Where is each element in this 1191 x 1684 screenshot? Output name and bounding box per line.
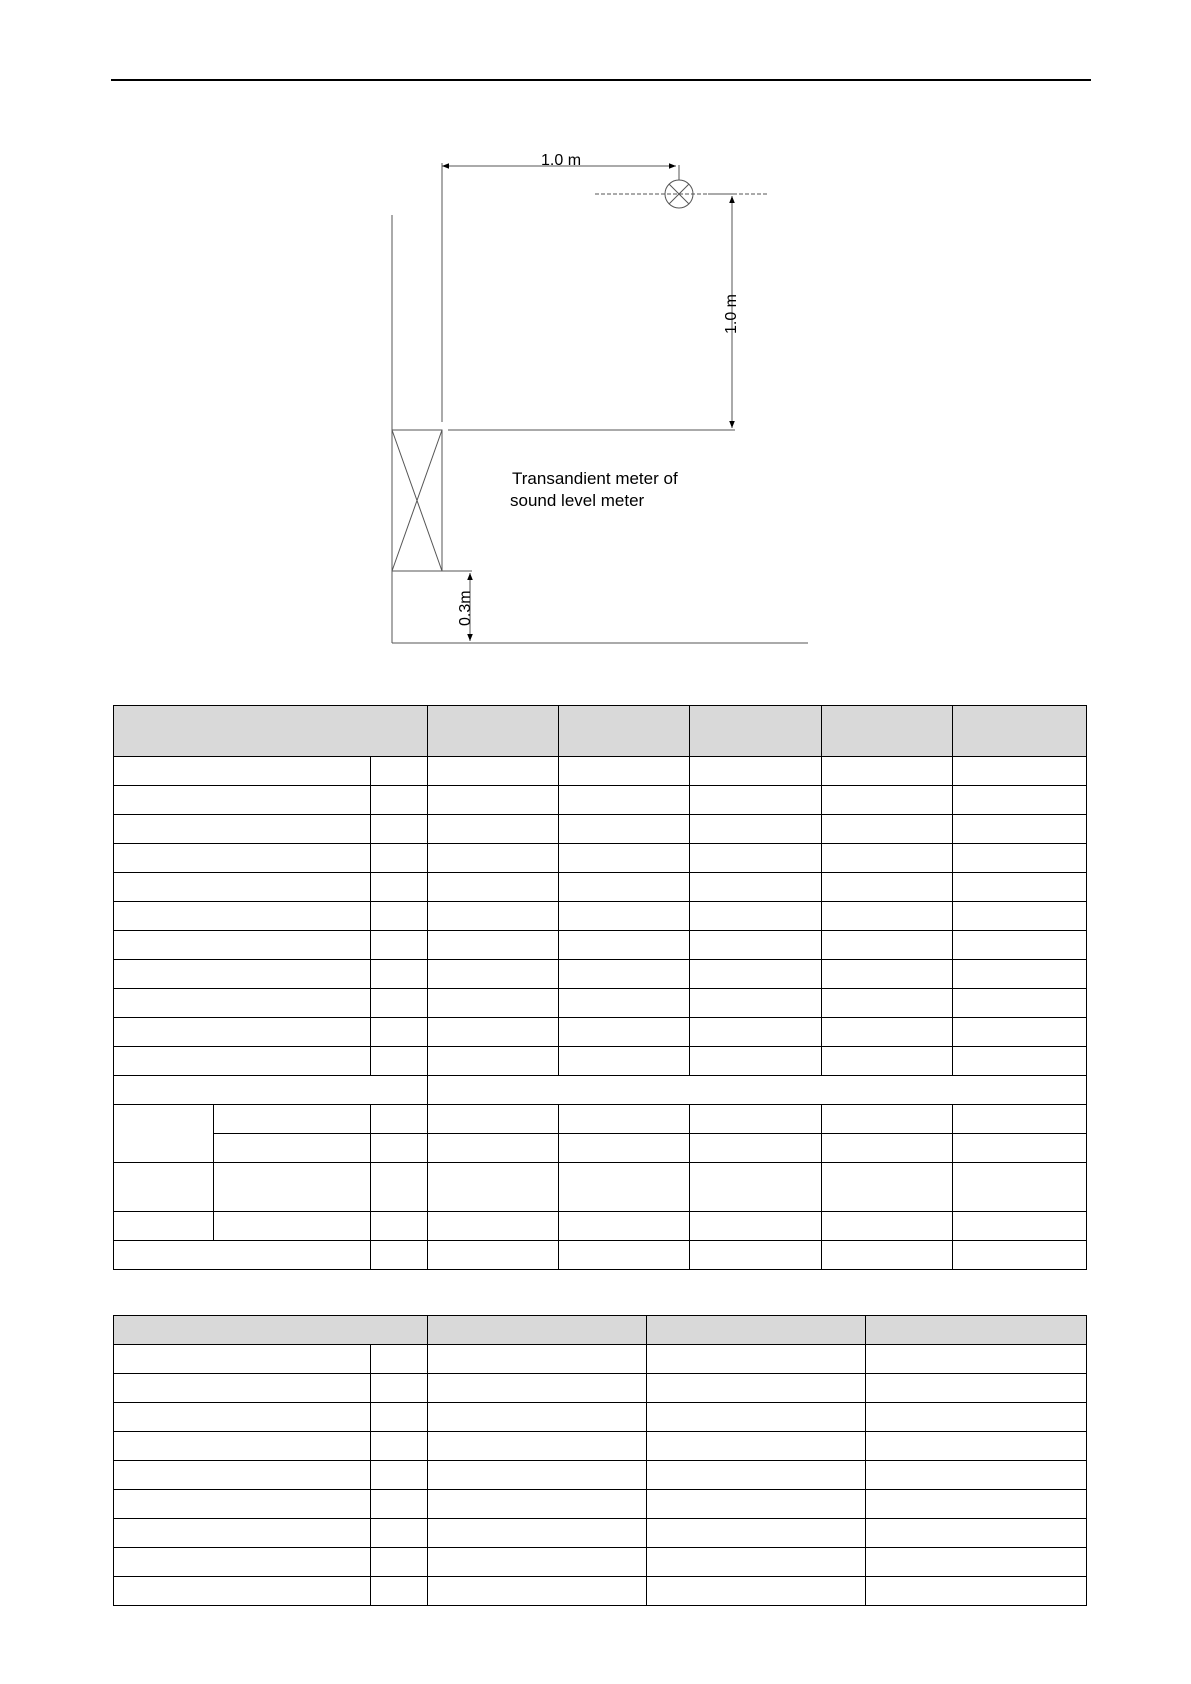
table-cell	[953, 931, 1087, 960]
table-merged-row	[114, 1076, 1087, 1105]
table-cell	[953, 844, 1087, 873]
table-cell	[428, 1105, 559, 1134]
table-cell	[428, 1345, 647, 1374]
table-cell	[114, 960, 371, 989]
table-cell	[953, 815, 1087, 844]
table-cell	[953, 786, 1087, 815]
specification-table-2	[113, 1315, 1087, 1606]
table-cell	[114, 873, 371, 902]
table-cell	[371, 1134, 428, 1163]
table-row	[114, 1577, 1087, 1606]
table-cell	[428, 1403, 647, 1432]
table-cell	[690, 1212, 822, 1241]
table-cell	[822, 1163, 953, 1212]
caption-line-1: Transandient meter of	[512, 469, 678, 488]
table-cell	[371, 1519, 428, 1548]
table-cell	[866, 1461, 1087, 1490]
table-cell	[690, 873, 822, 902]
table-row	[114, 902, 1087, 931]
table-row	[114, 1212, 1087, 1241]
table-cell	[428, 706, 559, 757]
table-cell	[428, 1134, 559, 1163]
table-cell	[428, 989, 559, 1018]
table-cell	[371, 1047, 428, 1076]
table-cell	[559, 1047, 690, 1076]
measurement-setup-diagram	[0, 0, 1191, 660]
table-cell	[559, 1212, 690, 1241]
table-cell	[822, 757, 953, 786]
table-cell	[114, 1316, 428, 1345]
table-cell	[647, 1403, 866, 1432]
table-row	[114, 1018, 1087, 1047]
table-cell	[428, 1163, 559, 1212]
table-cell	[114, 1374, 371, 1403]
table-cell	[559, 931, 690, 960]
table-cell	[866, 1577, 1087, 1606]
table-cell	[953, 1047, 1087, 1076]
table-cell	[428, 844, 559, 873]
table-cell	[559, 902, 690, 931]
table-row	[114, 1047, 1087, 1076]
table-row	[114, 1105, 1087, 1134]
table-cell	[428, 1548, 647, 1577]
table-cell	[822, 1241, 953, 1270]
table-cell	[559, 873, 690, 902]
specification-table-1	[113, 705, 1087, 1270]
table-cell	[114, 1018, 371, 1047]
table-cell	[428, 1076, 1087, 1105]
table-cell	[371, 1577, 428, 1606]
table-cell	[114, 989, 371, 1018]
table-cell	[559, 844, 690, 873]
table-cell	[214, 1163, 371, 1212]
table-cell	[647, 1548, 866, 1577]
table-cell	[114, 1345, 371, 1374]
table-cell	[114, 1212, 214, 1241]
table-row	[114, 989, 1087, 1018]
table-cell	[690, 1105, 822, 1134]
table-row	[114, 815, 1087, 844]
table-cell	[953, 757, 1087, 786]
table-cell	[371, 786, 428, 815]
table-header-row	[114, 1316, 1087, 1345]
table-cell	[428, 960, 559, 989]
table-cell	[114, 786, 371, 815]
table-cell	[690, 786, 822, 815]
table-cell	[822, 844, 953, 873]
table-cell	[214, 1105, 371, 1134]
table-cell	[114, 706, 428, 757]
table-cell	[647, 1519, 866, 1548]
table-row	[114, 1134, 1087, 1163]
table-cell	[822, 902, 953, 931]
table-row	[114, 1374, 1087, 1403]
table-row	[114, 873, 1087, 902]
table-cell	[953, 1105, 1087, 1134]
table-cell	[428, 873, 559, 902]
table-cell	[428, 757, 559, 786]
table-cell	[114, 757, 371, 786]
table-cell	[559, 1134, 690, 1163]
table-cell	[690, 815, 822, 844]
table-cell	[371, 1461, 428, 1490]
table-cell	[559, 989, 690, 1018]
table-cell	[690, 989, 822, 1018]
table-cell	[114, 1519, 371, 1548]
table-cell	[953, 960, 1087, 989]
table-cell	[690, 1163, 822, 1212]
table-cell	[953, 989, 1087, 1018]
table-cell	[428, 1490, 647, 1519]
table-cell	[371, 931, 428, 960]
table-cell	[114, 1548, 371, 1577]
table-cell	[866, 1432, 1087, 1461]
table-cell	[371, 989, 428, 1018]
table-cell	[114, 1403, 371, 1432]
table-cell	[953, 1134, 1087, 1163]
table-cell	[866, 1519, 1087, 1548]
table-cell	[822, 989, 953, 1018]
table-cell	[647, 1316, 866, 1345]
table-cell	[559, 1241, 690, 1270]
table-cell	[559, 960, 690, 989]
table-row	[114, 1548, 1087, 1577]
table-cell	[559, 757, 690, 786]
table-cell	[953, 1018, 1087, 1047]
table-cell	[428, 1212, 559, 1241]
table-cell	[822, 1047, 953, 1076]
table-cell	[647, 1345, 866, 1374]
table-cell	[866, 1316, 1087, 1345]
table-cell	[428, 1461, 647, 1490]
table-cell	[690, 902, 822, 931]
table-cell	[214, 1212, 371, 1241]
table-row	[114, 1432, 1087, 1461]
table-cell	[371, 1212, 428, 1241]
table-cell	[114, 1432, 371, 1461]
table-cell	[114, 902, 371, 931]
table-cell	[371, 960, 428, 989]
table-cell	[866, 1490, 1087, 1519]
caption-line-2: sound level meter	[510, 491, 645, 510]
table-row	[114, 1241, 1087, 1270]
table-cell	[647, 1577, 866, 1606]
table-cell	[866, 1374, 1087, 1403]
table-cell	[428, 1432, 647, 1461]
table-cell	[371, 1345, 428, 1374]
table-cell	[114, 931, 371, 960]
table-cell	[822, 786, 953, 815]
table-cell	[690, 1241, 822, 1270]
table-cell	[428, 815, 559, 844]
table-cell	[428, 786, 559, 815]
table-cell	[114, 1076, 428, 1105]
table-row	[114, 931, 1087, 960]
table-row	[114, 1519, 1087, 1548]
table-cell	[559, 1163, 690, 1212]
table-cell	[690, 1047, 822, 1076]
table-row	[114, 844, 1087, 873]
table-row	[114, 1403, 1087, 1432]
table-cell	[371, 1018, 428, 1047]
table-cell	[690, 844, 822, 873]
table-cell	[428, 1316, 647, 1345]
table-row	[114, 1461, 1087, 1490]
table-cell	[114, 1105, 214, 1163]
table-cell	[953, 706, 1087, 757]
table-row	[114, 786, 1087, 815]
table-cell	[953, 902, 1087, 931]
table-cell	[428, 1047, 559, 1076]
table-cell	[953, 1212, 1087, 1241]
table-cell	[822, 960, 953, 989]
table-cell	[953, 1163, 1087, 1212]
table-cell	[371, 873, 428, 902]
table-row	[114, 757, 1087, 786]
table-cell	[822, 1212, 953, 1241]
table-cell	[690, 960, 822, 989]
table-cell	[371, 1548, 428, 1577]
table-cell	[822, 1018, 953, 1047]
table-cell	[114, 815, 371, 844]
table-cell	[114, 1047, 371, 1076]
table-cell	[822, 873, 953, 902]
table-cell	[371, 1432, 428, 1461]
table-cell	[822, 931, 953, 960]
table-cell	[114, 1461, 371, 1490]
table-cell	[371, 844, 428, 873]
table-cell	[371, 757, 428, 786]
table-cell	[214, 1134, 371, 1163]
table-cell	[428, 1018, 559, 1047]
floor-dimension-label: 0.3m	[457, 590, 474, 626]
table-cell	[428, 1519, 647, 1548]
table-cell	[822, 1134, 953, 1163]
table-cell	[559, 786, 690, 815]
table-cell	[428, 1241, 559, 1270]
table-row	[114, 1345, 1087, 1374]
table-cell	[371, 902, 428, 931]
table-cell	[647, 1374, 866, 1403]
table-row	[114, 1490, 1087, 1519]
table-cell	[371, 815, 428, 844]
table-cell	[371, 1163, 428, 1212]
table-cell	[371, 1374, 428, 1403]
table-cell	[559, 815, 690, 844]
table-cell	[953, 873, 1087, 902]
table-cell	[428, 1577, 647, 1606]
table-cell	[690, 1018, 822, 1047]
table-cell	[647, 1490, 866, 1519]
table-cell	[690, 1134, 822, 1163]
table-header-row	[114, 706, 1087, 757]
table-cell	[428, 902, 559, 931]
table-cell	[371, 1403, 428, 1432]
table-cell	[866, 1548, 1087, 1577]
table-cell	[647, 1461, 866, 1490]
side-dimension-label: 1.0 m	[723, 293, 740, 334]
table-cell	[371, 1105, 428, 1134]
table-cell	[114, 1577, 371, 1606]
table-cell	[371, 1241, 428, 1270]
table-cell	[866, 1403, 1087, 1432]
table-cell	[953, 1241, 1087, 1270]
top-dimension-label: 1.0 m	[541, 152, 582, 169]
table-cell	[114, 1241, 371, 1270]
table-cell	[114, 844, 371, 873]
table-row	[114, 960, 1087, 989]
table-cell	[559, 1105, 690, 1134]
table-cell	[690, 931, 822, 960]
table-cell	[822, 1105, 953, 1134]
table-cell	[822, 815, 953, 844]
table-cell	[690, 706, 822, 757]
table-cell	[428, 1374, 647, 1403]
table-row	[114, 1163, 1087, 1212]
table-cell	[690, 757, 822, 786]
table-cell	[428, 931, 559, 960]
table-cell	[866, 1345, 1087, 1374]
table-cell	[559, 1018, 690, 1047]
table-cell	[371, 1490, 428, 1519]
table-cell	[559, 706, 690, 757]
table-cell	[647, 1432, 866, 1461]
table-cell	[114, 1163, 214, 1212]
table-cell	[822, 706, 953, 757]
table-cell	[114, 1490, 371, 1519]
